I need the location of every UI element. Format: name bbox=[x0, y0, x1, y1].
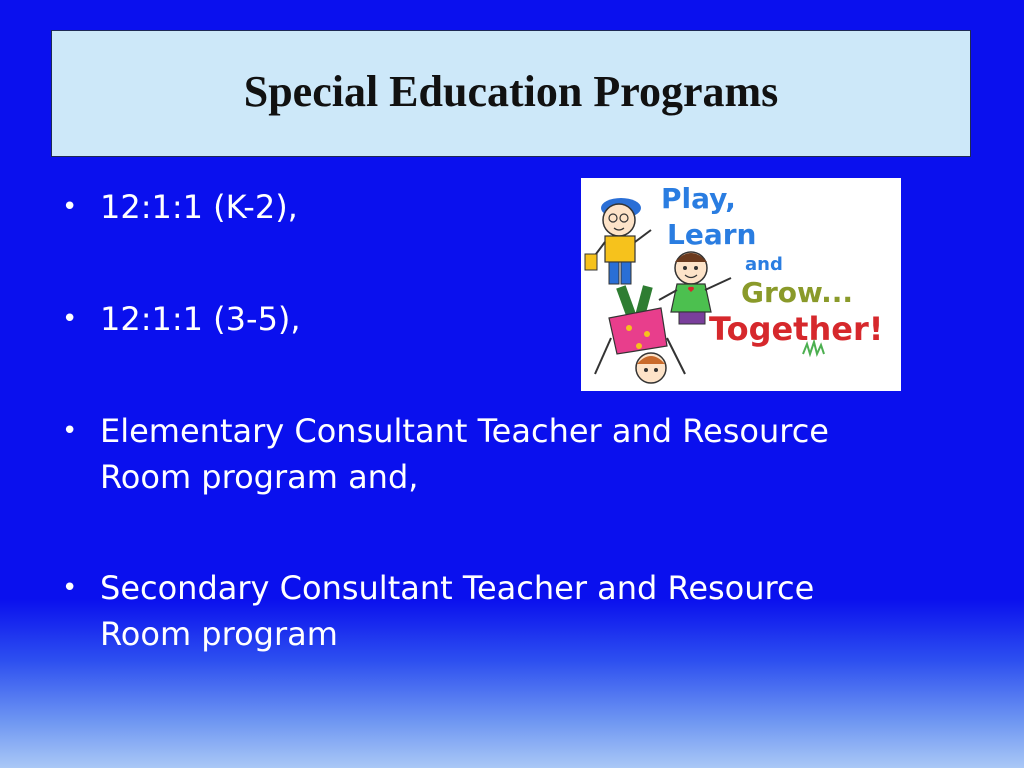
clipart-svg bbox=[581, 178, 901, 391]
bullet-text: 12:1:1 (3-5), bbox=[100, 300, 301, 338]
play-learn-grow-clipart bbox=[581, 178, 901, 391]
grass-icon bbox=[803, 342, 824, 354]
bullet-item bbox=[56, 408, 886, 500]
clipart-word-play: Play, bbox=[661, 182, 736, 215]
clipart-word-learn: Learn bbox=[667, 218, 757, 251]
bullet-text: 12:1:1 (K-2), bbox=[100, 188, 298, 226]
bullet-text: Secondary Consultant Teacher and Resource Room program bbox=[100, 569, 815, 653]
slide-title: Special Education Programs bbox=[243, 67, 779, 116]
boy-figure-icon bbox=[585, 198, 651, 284]
tumbling-kid-icon bbox=[595, 285, 685, 383]
bullet-marker: • bbox=[62, 573, 78, 603]
bullet-text: Elementary Consultant Teacher and Resource Room program and, bbox=[100, 412, 829, 496]
clipart-word-and: and bbox=[745, 254, 783, 275]
title-box bbox=[51, 30, 971, 157]
clipart-word-grow: Grow... bbox=[741, 276, 854, 309]
bullet-item bbox=[56, 565, 876, 657]
bullet-marker: • bbox=[62, 416, 78, 446]
bullet-marker: • bbox=[62, 192, 78, 222]
clipart-word-together: Together! bbox=[709, 310, 884, 348]
bullet-marker: • bbox=[62, 304, 78, 334]
